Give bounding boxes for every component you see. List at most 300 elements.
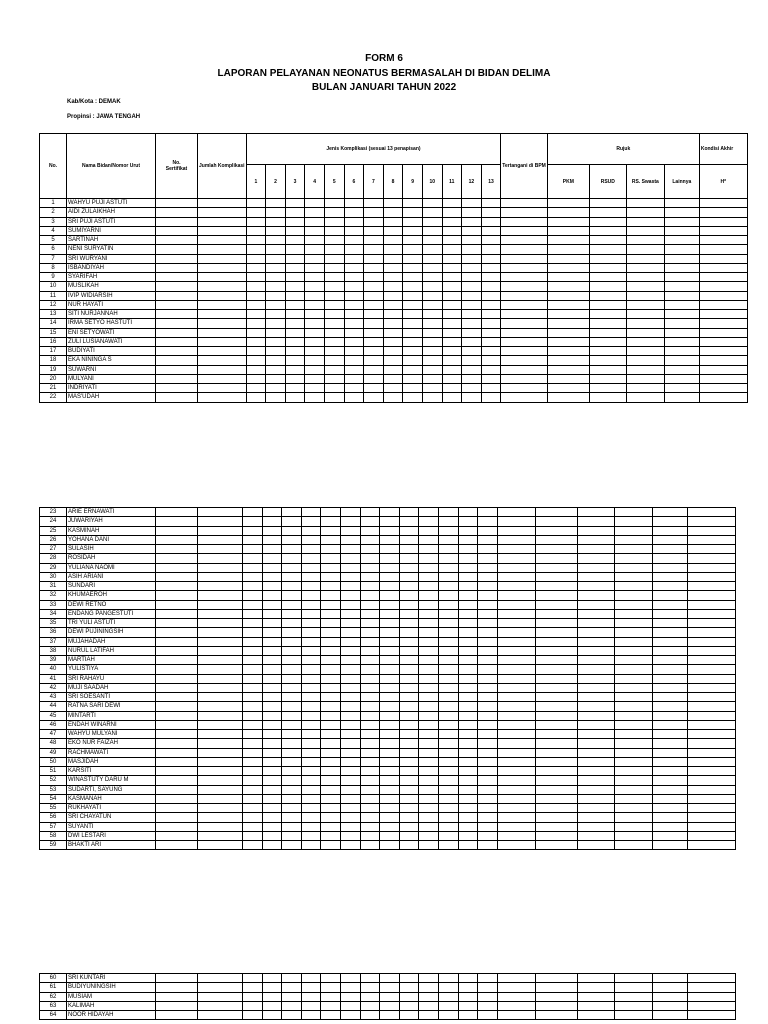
empty-cell[interactable] [380,776,400,785]
empty-cell[interactable] [340,1001,360,1010]
empty-cell[interactable] [282,730,302,739]
empty-cell[interactable] [282,545,302,554]
empty-cell[interactable] [360,517,380,526]
empty-cell[interactable] [305,310,325,319]
empty-cell[interactable] [462,263,482,272]
empty-cell[interactable] [364,254,384,263]
empty-cell[interactable] [399,563,419,572]
empty-cell[interactable] [340,637,360,646]
empty-cell[interactable] [360,720,380,729]
empty-cell[interactable] [364,245,384,254]
empty-cell[interactable] [497,572,535,581]
empty-cell[interactable] [282,841,302,850]
empty-cell[interactable] [478,702,498,711]
empty-cell[interactable] [501,384,548,393]
empty-cell[interactable] [422,319,442,328]
empty-cell[interactable] [478,757,498,766]
empty-cell[interactable] [614,563,652,572]
empty-cell[interactable] [497,992,535,1001]
empty-cell[interactable] [438,683,458,692]
empty-cell[interactable] [243,785,263,794]
empty-cell[interactable] [321,992,341,1001]
empty-cell[interactable] [687,720,735,729]
empty-cell[interactable] [364,374,384,383]
empty-cell[interactable] [687,794,735,803]
empty-cell[interactable] [535,739,577,748]
empty-cell[interactable] [652,572,687,581]
empty-cell[interactable] [422,226,442,235]
empty-cell[interactable] [687,730,735,739]
empty-cell[interactable] [699,226,747,235]
empty-cell[interactable] [497,646,535,655]
empty-cell[interactable] [324,199,344,208]
empty-cell[interactable] [360,683,380,692]
empty-cell[interactable] [458,646,478,655]
empty-cell[interactable] [497,591,535,600]
empty-cell[interactable] [360,508,380,517]
empty-cell[interactable] [497,545,535,554]
empty-cell[interactable] [324,291,344,300]
empty-cell[interactable] [243,508,263,517]
empty-cell[interactable] [422,347,442,356]
empty-cell[interactable] [301,822,321,831]
empty-cell[interactable] [478,582,498,591]
empty-cell[interactable] [301,619,321,628]
empty-cell[interactable] [422,384,442,393]
empty-cell[interactable] [198,1001,243,1010]
empty-cell[interactable] [535,757,577,766]
empty-cell[interactable] [501,310,548,319]
empty-cell[interactable] [301,831,321,840]
empty-cell[interactable] [535,720,577,729]
empty-cell[interactable] [243,526,263,535]
empty-cell[interactable] [243,572,263,581]
empty-cell[interactable] [419,748,439,757]
empty-cell[interactable] [652,831,687,840]
empty-cell[interactable] [497,674,535,683]
empty-cell[interactable] [344,226,364,235]
empty-cell[interactable] [501,337,548,346]
empty-cell[interactable] [458,1011,478,1020]
empty-cell[interactable] [478,983,498,992]
empty-cell[interactable] [399,804,419,813]
empty-cell[interactable] [481,254,501,263]
empty-cell[interactable] [399,992,419,1001]
empty-cell[interactable] [243,554,263,563]
empty-cell[interactable] [438,822,458,831]
empty-cell[interactable] [383,245,403,254]
empty-cell[interactable] [497,776,535,785]
empty-cell[interactable] [478,600,498,609]
empty-cell[interactable] [577,711,614,720]
empty-cell[interactable] [422,337,442,346]
empty-cell[interactable] [285,245,305,254]
empty-cell[interactable] [438,563,458,572]
empty-cell[interactable] [403,199,423,208]
empty-cell[interactable] [478,693,498,702]
empty-cell[interactable] [262,693,282,702]
empty-cell[interactable] [614,545,652,554]
empty-cell[interactable] [340,711,360,720]
empty-cell[interactable] [340,757,360,766]
empty-cell[interactable] [614,785,652,794]
empty-cell[interactable] [652,619,687,628]
empty-cell[interactable] [577,656,614,665]
empty-cell[interactable] [285,282,305,291]
empty-cell[interactable] [262,646,282,655]
empty-cell[interactable] [305,208,325,217]
empty-cell[interactable] [198,757,243,766]
empty-cell[interactable] [577,646,614,655]
empty-cell[interactable] [481,384,501,393]
empty-cell[interactable] [198,711,243,720]
empty-cell[interactable] [403,300,423,309]
empty-cell[interactable] [399,1001,419,1010]
empty-cell[interactable] [442,273,462,282]
empty-cell[interactable] [652,1001,687,1010]
empty-cell[interactable] [458,637,478,646]
empty-cell[interactable] [458,757,478,766]
empty-cell[interactable] [340,992,360,1001]
empty-cell[interactable] [321,739,341,748]
empty-cell[interactable] [262,776,282,785]
empty-cell[interactable] [198,804,243,813]
empty-cell[interactable] [344,254,364,263]
empty-cell[interactable] [243,702,263,711]
empty-cell[interactable] [156,831,198,840]
empty-cell[interactable] [305,337,325,346]
empty-cell[interactable] [340,656,360,665]
empty-cell[interactable] [687,831,735,840]
empty-cell[interactable] [626,199,664,208]
empty-cell[interactable] [614,572,652,581]
empty-cell[interactable] [380,683,400,692]
empty-cell[interactable] [324,263,344,272]
empty-cell[interactable] [478,656,498,665]
empty-cell[interactable] [243,600,263,609]
empty-cell[interactable] [664,282,699,291]
empty-cell[interactable] [497,526,535,535]
empty-cell[interactable] [324,236,344,245]
empty-cell[interactable] [198,508,243,517]
empty-cell[interactable] [321,841,341,850]
empty-cell[interactable] [266,217,286,226]
empty-cell[interactable] [301,526,321,535]
empty-cell[interactable] [478,526,498,535]
empty-cell[interactable] [243,841,263,850]
empty-cell[interactable] [664,393,699,402]
empty-cell[interactable] [324,226,344,235]
empty-cell[interactable] [156,794,198,803]
empty-cell[interactable] [156,609,198,618]
empty-cell[interactable] [626,310,664,319]
empty-cell[interactable] [589,208,626,217]
empty-cell[interactable] [501,356,548,365]
empty-cell[interactable] [301,693,321,702]
empty-cell[interactable] [243,804,263,813]
empty-cell[interactable] [246,356,266,365]
empty-cell[interactable] [626,319,664,328]
empty-cell[interactable] [243,983,263,992]
empty-cell[interactable] [535,600,577,609]
empty-cell[interactable] [687,591,735,600]
empty-cell[interactable] [360,1011,380,1020]
empty-cell[interactable] [626,328,664,337]
empty-cell[interactable] [462,199,482,208]
empty-cell[interactable] [198,628,243,637]
empty-cell[interactable] [156,841,198,850]
empty-cell[interactable] [360,748,380,757]
empty-cell[interactable] [614,748,652,757]
empty-cell[interactable] [301,813,321,822]
empty-cell[interactable] [547,328,589,337]
empty-cell[interactable] [360,822,380,831]
empty-cell[interactable] [344,236,364,245]
empty-cell[interactable] [301,757,321,766]
empty-cell[interactable] [243,1001,263,1010]
empty-cell[interactable] [156,291,198,300]
empty-cell[interactable] [285,347,305,356]
empty-cell[interactable] [198,273,247,282]
empty-cell[interactable] [246,374,266,383]
empty-cell[interactable] [305,254,325,263]
empty-cell[interactable] [626,263,664,272]
empty-cell[interactable] [422,208,442,217]
empty-cell[interactable] [399,767,419,776]
empty-cell[interactable] [577,702,614,711]
empty-cell[interactable] [497,517,535,526]
empty-cell[interactable] [360,730,380,739]
empty-cell[interactable] [458,804,478,813]
empty-cell[interactable] [497,974,535,983]
empty-cell[interactable] [285,236,305,245]
empty-cell[interactable] [626,282,664,291]
empty-cell[interactable] [687,545,735,554]
empty-cell[interactable] [399,776,419,785]
empty-cell[interactable] [340,526,360,535]
empty-cell[interactable] [535,609,577,618]
empty-cell[interactable] [344,347,364,356]
empty-cell[interactable] [577,609,614,618]
empty-cell[interactable] [243,757,263,766]
empty-cell[interactable] [266,208,286,217]
empty-cell[interactable] [198,637,243,646]
empty-cell[interactable] [422,236,442,245]
empty-cell[interactable] [419,804,439,813]
empty-cell[interactable] [501,300,548,309]
empty-cell[interactable] [285,328,305,337]
empty-cell[interactable] [614,656,652,665]
empty-cell[interactable] [243,609,263,618]
empty-cell[interactable] [399,739,419,748]
empty-cell[interactable] [301,767,321,776]
empty-cell[interactable] [340,1011,360,1020]
empty-cell[interactable] [156,563,198,572]
empty-cell[interactable] [282,609,302,618]
empty-cell[interactable] [458,767,478,776]
empty-cell[interactable] [301,563,321,572]
empty-cell[interactable] [462,208,482,217]
empty-cell[interactable] [282,656,302,665]
empty-cell[interactable] [380,1001,400,1010]
empty-cell[interactable] [577,983,614,992]
empty-cell[interactable] [589,328,626,337]
empty-cell[interactable] [614,804,652,813]
empty-cell[interactable] [383,236,403,245]
empty-cell[interactable] [664,319,699,328]
empty-cell[interactable] [687,822,735,831]
empty-cell[interactable] [243,739,263,748]
empty-cell[interactable] [478,992,498,1001]
empty-cell[interactable] [699,365,747,374]
empty-cell[interactable] [535,702,577,711]
empty-cell[interactable] [324,282,344,291]
empty-cell[interactable] [243,720,263,729]
empty-cell[interactable] [156,374,198,383]
empty-cell[interactable] [282,794,302,803]
empty-cell[interactable] [664,374,699,383]
empty-cell[interactable] [340,813,360,822]
empty-cell[interactable] [266,254,286,263]
empty-cell[interactable] [383,282,403,291]
empty-cell[interactable] [156,365,198,374]
empty-cell[interactable] [285,374,305,383]
empty-cell[interactable] [344,291,364,300]
empty-cell[interactable] [198,199,247,208]
empty-cell[interactable] [535,1011,577,1020]
empty-cell[interactable] [399,609,419,618]
empty-cell[interactable] [478,646,498,655]
empty-cell[interactable] [243,693,263,702]
empty-cell[interactable] [340,554,360,563]
empty-cell[interactable] [577,822,614,831]
empty-cell[interactable] [687,572,735,581]
empty-cell[interactable] [301,748,321,757]
empty-cell[interactable] [198,822,243,831]
empty-cell[interactable] [419,517,439,526]
empty-cell[interactable] [321,674,341,683]
empty-cell[interactable] [687,813,735,822]
empty-cell[interactable] [360,582,380,591]
empty-cell[interactable] [301,711,321,720]
empty-cell[interactable] [458,665,478,674]
empty-cell[interactable] [360,992,380,1001]
empty-cell[interactable] [462,328,482,337]
empty-cell[interactable] [324,328,344,337]
empty-cell[interactable] [614,683,652,692]
empty-cell[interactable] [497,739,535,748]
empty-cell[interactable] [321,748,341,757]
empty-cell[interactable] [243,831,263,840]
empty-cell[interactable] [198,365,247,374]
empty-cell[interactable] [614,619,652,628]
empty-cell[interactable] [438,730,458,739]
empty-cell[interactable] [399,822,419,831]
empty-cell[interactable] [198,841,243,850]
empty-cell[interactable] [383,393,403,402]
empty-cell[interactable] [419,591,439,600]
empty-cell[interactable] [301,545,321,554]
empty-cell[interactable] [478,609,498,618]
empty-cell[interactable] [419,813,439,822]
empty-cell[interactable] [699,310,747,319]
empty-cell[interactable] [380,665,400,674]
empty-cell[interactable] [462,365,482,374]
empty-cell[interactable] [458,545,478,554]
empty-cell[interactable] [340,517,360,526]
empty-cell[interactable] [664,310,699,319]
empty-cell[interactable] [282,646,302,655]
empty-cell[interactable] [419,831,439,840]
empty-cell[interactable] [481,263,501,272]
empty-cell[interactable] [324,310,344,319]
empty-cell[interactable] [285,310,305,319]
empty-cell[interactable] [380,757,400,766]
empty-cell[interactable] [262,591,282,600]
empty-cell[interactable] [481,273,501,282]
empty-cell[interactable] [243,813,263,822]
empty-cell[interactable] [626,365,664,374]
empty-cell[interactable] [262,619,282,628]
empty-cell[interactable] [383,310,403,319]
empty-cell[interactable] [438,545,458,554]
empty-cell[interactable] [243,637,263,646]
empty-cell[interactable] [687,757,735,766]
empty-cell[interactable] [156,1011,198,1020]
empty-cell[interactable] [497,554,535,563]
empty-cell[interactable] [501,374,548,383]
empty-cell[interactable] [344,393,364,402]
empty-cell[interactable] [156,226,198,235]
empty-cell[interactable] [501,291,548,300]
empty-cell[interactable] [285,273,305,282]
empty-cell[interactable] [340,794,360,803]
empty-cell[interactable] [340,683,360,692]
empty-cell[interactable] [383,337,403,346]
empty-cell[interactable] [321,628,341,637]
empty-cell[interactable] [156,384,198,393]
empty-cell[interactable] [626,236,664,245]
empty-cell[interactable] [282,974,302,983]
empty-cell[interactable] [687,702,735,711]
empty-cell[interactable] [305,291,325,300]
empty-cell[interactable] [321,974,341,983]
empty-cell[interactable] [687,1011,735,1020]
empty-cell[interactable] [664,365,699,374]
empty-cell[interactable] [419,619,439,628]
empty-cell[interactable] [246,263,266,272]
empty-cell[interactable] [664,254,699,263]
empty-cell[interactable] [321,656,341,665]
empty-cell[interactable] [380,730,400,739]
empty-cell[interactable] [156,535,198,544]
empty-cell[interactable] [360,637,380,646]
empty-cell[interactable] [305,263,325,272]
empty-cell[interactable] [301,794,321,803]
empty-cell[interactable] [285,226,305,235]
empty-cell[interactable] [301,720,321,729]
empty-cell[interactable] [399,831,419,840]
empty-cell[interactable] [266,226,286,235]
empty-cell[interactable] [497,600,535,609]
empty-cell[interactable] [419,974,439,983]
empty-cell[interactable] [497,637,535,646]
empty-cell[interactable] [243,619,263,628]
empty-cell[interactable] [399,730,419,739]
empty-cell[interactable] [262,794,282,803]
empty-cell[interactable] [419,822,439,831]
empty-cell[interactable] [198,702,243,711]
